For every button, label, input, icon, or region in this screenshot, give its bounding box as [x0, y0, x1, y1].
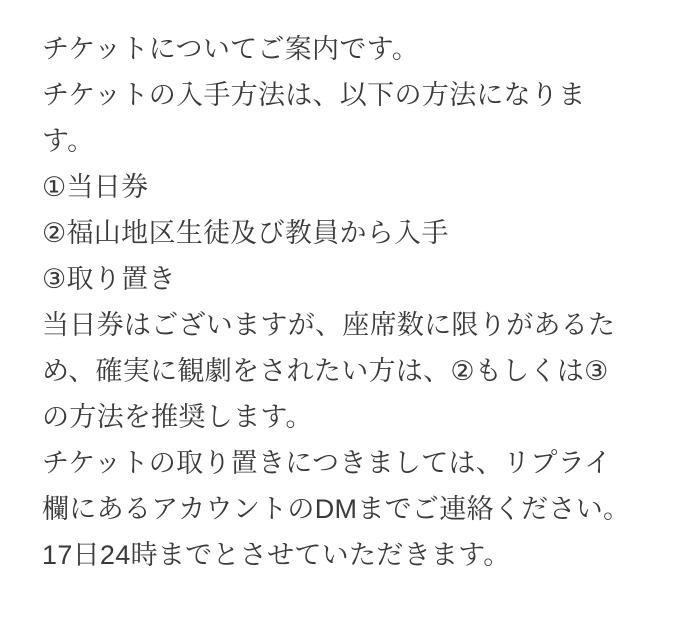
notice-text-body [42, 26, 634, 578]
notice-paragraph-8: 17日24時までとさせていただきます。 [42, 540, 511, 570]
notice-paragraph-1: チケットについてご案内です。 [42, 34, 420, 64]
notice-paragraph-2: チケットの入手方法は、以下の方法になります。 [42, 80, 586, 156]
notice-paragraph-4: ②福山地区生徒及び教員から入手 [42, 218, 449, 248]
notice-paragraph-6: 当日券はございますが、座席数に限りがあるため、確実に観劇をされたい方は、②もしくは③の方法を推奨します。 [42, 310, 616, 432]
notice-paragraph-3: ①当日券 [42, 172, 149, 202]
notice-paragraph-7: チケットの取り置きにつきましては、リプライ欄にあるアカウントのDMまでご連絡ください。 [42, 448, 631, 524]
notice-paragraph-5: ③取り置き [42, 264, 176, 294]
